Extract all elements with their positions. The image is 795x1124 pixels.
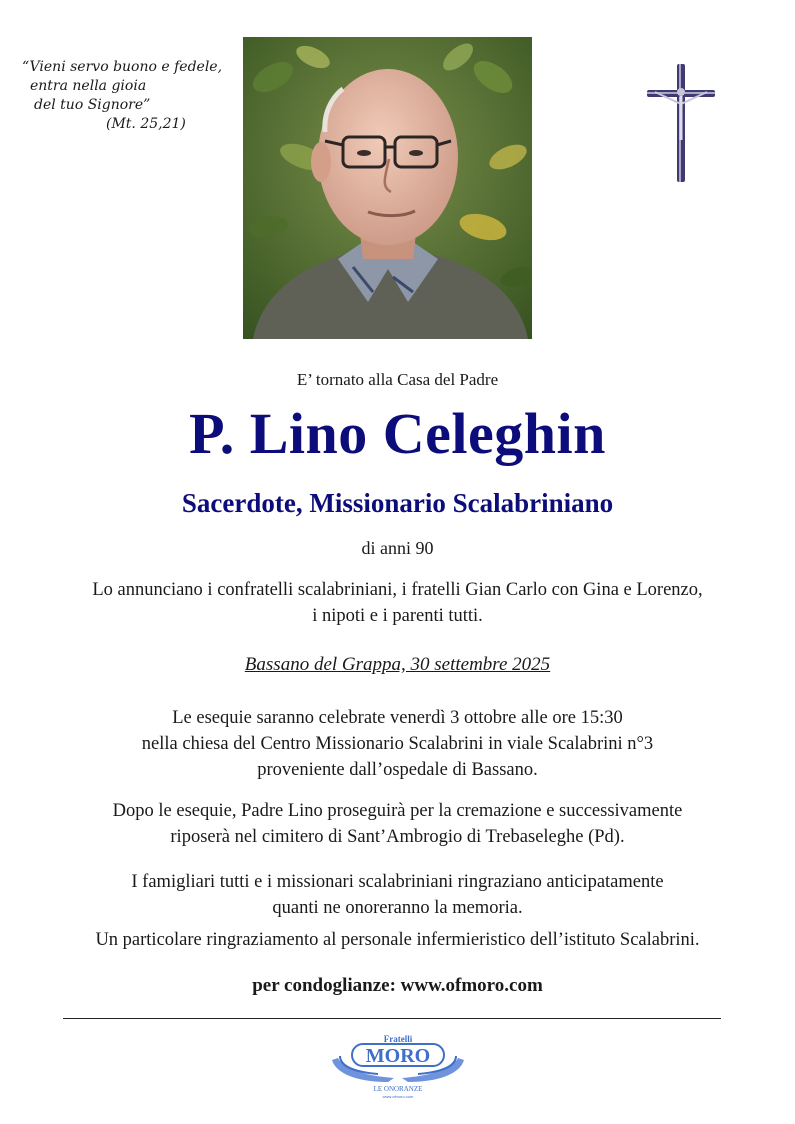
funeral-line-2: nella chiesa del Centro Missionario Scalabrini in viale Scalabrini n°3 — [141, 734, 654, 754]
deceased-role: Sacerdote, Missionario Scalabriniano — [181, 488, 614, 518]
logo-top-text: Fratelli — [383, 1034, 413, 1044]
announcers-line-2: i nipoti e i parenti tutti. — [312, 606, 483, 626]
logo-name-text: MORO — [365, 1045, 431, 1067]
place-date — [0, 654, 795, 676]
place-date-text: Bassano del Grappa, 30 settembre 2025 — [244, 654, 551, 675]
thanks-line-3: Un particolare ringraziamento al personale infermieristico dell’istituto Scalabrini. — [95, 930, 700, 950]
logo-url-text: www.ofmoro.com — [382, 1094, 414, 1099]
announcers-line-1: Lo annunciano i confratelli scalabriniani, i fratelli Gian Carlo con Gina e Lorenzo, — [92, 580, 703, 600]
funeral-line-1: Le esequie saranno celebrate venerdì 3 ottobre alle ore 15:30 — [172, 708, 623, 728]
deceased-portrait-photo — [243, 37, 532, 339]
bible-quote — [22, 58, 222, 134]
burial-line-2: riposerà nel cimitero di Sant’Ambrogio di Trebaseleghe (Pd). — [170, 827, 625, 847]
funeral-line-3: proveniente dall’ospedale di Bassano. — [257, 760, 538, 780]
logo-bottom-text: LE ONORANZE — [373, 1085, 423, 1093]
fratelli-moro-logo — [328, 1030, 468, 1100]
announcement-text: E’ tornato alla Casa del Padre — [296, 370, 499, 389]
quote-line-3: del tuo Signore” — [34, 97, 151, 113]
quote-reference: (Mt. 25,21) — [106, 116, 186, 132]
thanks-line-2: quanti ne onoreranno la memoria. — [272, 898, 523, 918]
burial-line-1: Dopo le esequie, Padre Lino proseguirà per la cremazione e successivamente — [112, 801, 683, 821]
deceased-name: P. Lino Celeghin — [189, 401, 606, 466]
quote-line-2: entra nella gioia — [30, 78, 147, 94]
thanks-line-1: I famigliari tutti e i missionari scalabriniani ringraziano anticipatamente — [131, 872, 664, 892]
crucifix-icon — [645, 62, 717, 184]
quote-line-1: “Vieni servo buono e fedele, — [22, 59, 223, 75]
divider — [63, 1018, 721, 1019]
portrait-illustration — [243, 37, 532, 339]
deceased-age: di anni 90 — [361, 538, 434, 558]
condolences-link[interactable]: per condoglianze: www.ofmoro.com — [252, 975, 543, 996]
